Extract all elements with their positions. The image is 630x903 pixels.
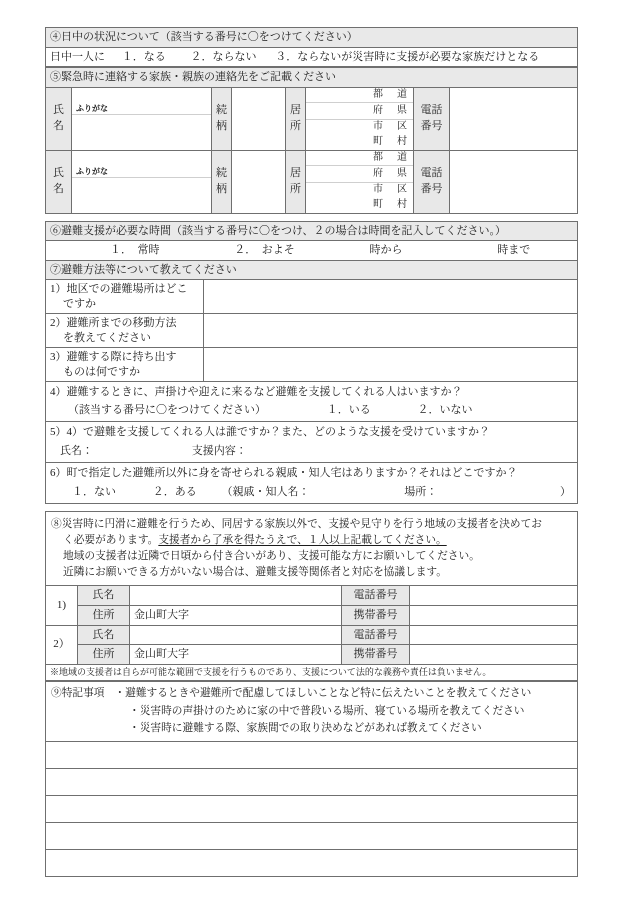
address-prefecture-row[interactable] [306, 88, 413, 104]
block-gap [45, 504, 578, 511]
phone-label-char-1: 電話 [420, 166, 443, 179]
name-field-cell [72, 150, 212, 213]
q5-name-label: 氏名： [60, 444, 93, 457]
section-6-heading: ⑥避難支援が必要な時間（該当する番号に〇をつけ、２の場合は時間を記入してください。） [46, 221, 578, 241]
section-7-q2-answer[interactable] [204, 314, 578, 348]
section-9-blank-input[interactable] [46, 796, 578, 823]
section-9-first-line [51, 685, 572, 702]
section-4-table [45, 27, 578, 67]
supporter-address-label: 住所 [78, 645, 130, 665]
q4-option-2[interactable]: ２．いない [417, 403, 473, 416]
section-7-q3-answer[interactable] [204, 348, 578, 382]
supporter-tel-input[interactable] [409, 586, 577, 606]
section-4-option-3[interactable]: ３．ならないが災害時に支援が必要な家族だけとなる [275, 50, 540, 63]
section-4-option-2[interactable]: ２．ならない [190, 50, 257, 63]
phone-label-char-2: 番号 [420, 119, 443, 132]
address-city-row[interactable] [306, 119, 413, 135]
section-8-line-2a: く必要があります。 [63, 534, 159, 547]
section-7-q1-label [46, 280, 204, 314]
q4-option-1[interactable]: １．いる [326, 403, 371, 416]
relation-label [212, 87, 232, 150]
supporter-address-prefix: 金山町大字 [134, 648, 189, 661]
section-8-paragraph [46, 512, 578, 586]
section-5-heading-row [46, 68, 578, 88]
supporter-name-input[interactable] [130, 625, 342, 645]
phone-label-char-2: 番号 [420, 182, 443, 195]
phone-input[interactable] [450, 87, 578, 150]
furigana-label: ふりがな [72, 103, 211, 115]
section-9-heading [46, 682, 578, 742]
section-6-options-row [46, 241, 578, 261]
relation-label-char-2: 柄 [216, 182, 227, 195]
supporter-index: 1) [46, 586, 78, 625]
section-9-bullet-1: ・避難するときや避難所で配慮してほしいことなど特に伝えたいことを教えてください [114, 687, 532, 700]
section-4-options [46, 47, 578, 67]
section-4-option-1[interactable]: １．なる [121, 50, 166, 63]
section-9-blank-row [46, 742, 578, 769]
phone-label-char-1: 電話 [420, 103, 443, 116]
q6-option-1[interactable]: １．ない [72, 485, 116, 498]
section-8-note: ※地域の支援者は自らが可能な範囲で支援を行うものであり、支援について法的な義務や責任は負いません。 [46, 664, 578, 681]
prefecture-label-2: 府 県 [373, 105, 409, 117]
q4-line-1: 4）避難するときに、声掛けや迎えに来るなど避難を支援してくれる人はいますか？ [50, 386, 463, 399]
section-7-q5 [46, 422, 578, 463]
section-9-blank-row [46, 769, 578, 796]
residence-label-char-1: 居 [290, 166, 301, 179]
section-6-7-table [45, 221, 578, 505]
relation-label-char-1: 続 [216, 103, 227, 116]
address-city-row[interactable] [306, 182, 413, 198]
prefecture-label-1: 都 道 [373, 152, 409, 164]
relation-label-char-1: 続 [216, 166, 227, 179]
phone-label [414, 87, 450, 150]
address-prefecture-row[interactable] [306, 151, 413, 167]
supporter-index: 2） [46, 625, 78, 664]
section-6-option-2[interactable]: ２． およそ [234, 244, 295, 257]
section-7-q6-row [46, 463, 578, 504]
name-label-char-1: 氏 [53, 166, 64, 179]
section-9-bullet-3: ・災害時に避難する際、家族間での取り決めなどがあれば教えてください [129, 722, 482, 735]
q5-line-1: 5）4）で避難を支援してくれる人は誰ですか？また、どのような支援を受けていますか？ [50, 426, 490, 439]
q4-line-2 [50, 400, 573, 418]
supporter-row [46, 645, 578, 665]
section-9-blank-input[interactable] [46, 850, 578, 877]
supporter-name-input[interactable] [130, 586, 342, 606]
section-8-note-row [46, 664, 578, 681]
section-8-table [45, 511, 578, 681]
section-5-table [45, 67, 578, 214]
section-9-blank-input[interactable] [46, 823, 578, 850]
section-9-blank-row [46, 796, 578, 823]
supporter-row [46, 625, 578, 645]
furigana-label: ふりがな [72, 166, 211, 178]
supporter-name-label: 氏名 [78, 625, 130, 645]
section-7-q4 [46, 382, 578, 422]
name-label-char-2: 名 [53, 182, 64, 195]
section-9-blank-input[interactable] [46, 769, 578, 796]
city-label-1: 市 区 [373, 121, 409, 133]
contact-row [46, 150, 578, 213]
residence-label [286, 87, 306, 150]
section-6-options [46, 241, 578, 261]
residence-label-char-2: 所 [290, 182, 301, 195]
q6-option-2[interactable]: ２．ある [152, 485, 197, 498]
section-6-heading-row [46, 221, 578, 241]
supporter-address-prefix: 金山町大字 [134, 608, 189, 621]
q5-line-2 [50, 440, 573, 459]
address-city-row-2[interactable] [306, 134, 413, 150]
q6-line-2 [50, 481, 573, 500]
name-input[interactable] [72, 115, 211, 134]
name-label-char-1: 氏 [53, 103, 64, 116]
section-6-time-from[interactable]: 時から [369, 244, 403, 257]
supporter-row [46, 586, 578, 606]
section-4-heading: ④日中の状況について（該当する番号に〇をつけてください） [46, 28, 578, 48]
relation-label-char-2: 柄 [216, 119, 227, 132]
section-7-q2-row [46, 314, 578, 348]
address-city-row-2[interactable] [306, 197, 413, 213]
section-9-label: ⑨特記事項 [51, 687, 105, 700]
section-9-table [45, 681, 578, 877]
residence-label-char-2: 所 [290, 119, 301, 132]
section-8-line-3: 地域の支援者は近隣で日頃から付き合いがあり、支援可能な方にお願いしてください。 [63, 550, 480, 563]
section-4-options-row [46, 47, 578, 67]
section-9-blank-row [46, 823, 578, 850]
section-4-heading-row [46, 28, 578, 48]
address-prefecture-row-2[interactable] [306, 166, 413, 182]
address-field-cell [306, 150, 414, 213]
city-label-1: 市 区 [373, 184, 409, 196]
section-7-q3-row [46, 348, 578, 382]
section-9-bullet-2: ・災害時の声掛けのために家の中で普段いる場所、寝ている場所を教えてください [129, 704, 525, 717]
q6-line-1: 6）町で指定した避難所以外に身を寄せられる親戚・知人宅はありますか？それはどこですか？ [50, 467, 518, 480]
section-7-q4-row [46, 382, 578, 422]
section-7-q3-label [46, 348, 204, 382]
section-4-lead: 日中一人に [50, 50, 105, 63]
q3-line-1: 3）避難する際に持ち出す [50, 351, 177, 364]
section-7-q2-label [46, 314, 204, 348]
supporter-name-label: 氏名 [78, 586, 130, 606]
q5-support-label: 支援内容： [191, 444, 247, 457]
contact-row [46, 87, 578, 150]
supporter-row [46, 605, 578, 625]
supporter-address-input[interactable] [130, 645, 342, 665]
supporter-mobile-label: 携帯番号 [341, 645, 409, 665]
section-6-option-1[interactable]: １． 常時 [110, 244, 160, 257]
supporter-tel-input[interactable] [409, 625, 577, 645]
section-8-line-2-underlined: 支援者から了承を得たうえで、１人以上記載してください。 [158, 534, 447, 547]
supporter-tel-label: 電話番号 [341, 586, 409, 606]
relation-input[interactable] [232, 150, 286, 213]
section-7-q5-row [46, 422, 578, 463]
section-8-line-2 [51, 532, 572, 548]
residence-label-char-1: 居 [290, 103, 301, 116]
section-8-paragraph-row [46, 512, 578, 586]
address-prefecture-row-2[interactable] [306, 103, 413, 119]
q1-line-2: ですか [63, 297, 96, 310]
relation-label [212, 150, 232, 213]
section-5-heading: ⑤緊急時に連絡する家族・親族の連絡先をご記載ください [46, 68, 578, 88]
q2-line-2: を教えてください [63, 331, 151, 344]
section-7-heading: ⑦避難方法等について教えてください [46, 260, 578, 280]
name-label [46, 150, 72, 213]
name-field-cell [72, 87, 212, 150]
section-7-heading-row [46, 260, 578, 280]
section-7-q1-row [46, 280, 578, 314]
section-9-blank-input[interactable] [46, 742, 578, 769]
section-8-line-4: 近隣にお願いできる方がいない場合は、避難支援等関係者と対応を協議します。 [63, 566, 447, 579]
prefecture-label-2: 府 県 [373, 168, 409, 180]
supporter-tel-label: 電話番号 [341, 625, 409, 645]
q4-instruction: （該当する番号に〇をつけてください） [68, 403, 266, 416]
section-9-blank-row [46, 850, 578, 877]
name-input[interactable] [72, 178, 211, 197]
supporter-mobile-input[interactable] [409, 605, 577, 625]
q6-paren-close: ） [560, 485, 571, 498]
supporter-address-input[interactable] [130, 605, 342, 625]
residence-label [286, 150, 306, 213]
prefecture-label-1: 都 道 [373, 89, 409, 101]
supporter-mobile-label: 携帯番号 [341, 605, 409, 625]
name-label-char-2: 名 [53, 119, 64, 132]
block-gap [45, 214, 578, 221]
q2-line-1: 2）避難所までの移動方法 [50, 317, 177, 330]
section-8-line-1: ⑧災害時に円滑に避難を行うため、同居する家族以外で、支援や見守りを行う地域の支援者を決めてお [51, 518, 542, 531]
phone-label [414, 150, 450, 213]
section-7-q1-answer[interactable] [204, 280, 578, 314]
name-label [46, 87, 72, 150]
q6-relative-name-label: （親戚・知人名： [221, 485, 310, 498]
q6-place-label: 場所： [404, 485, 438, 498]
supporter-mobile-input[interactable] [409, 645, 577, 665]
supporter-address-label: 住所 [78, 605, 130, 625]
city-label-2: 町 村 [373, 136, 409, 148]
section-9-heading-row [46, 682, 578, 742]
city-label-2: 町 村 [373, 199, 409, 211]
phone-input[interactable] [450, 150, 578, 213]
relation-input[interactable] [232, 87, 286, 150]
address-field-cell [306, 87, 414, 150]
q3-line-2: ものは何ですか [63, 365, 140, 378]
section-7-q6 [46, 463, 578, 504]
section-6-time-to[interactable]: 時まで [497, 244, 531, 257]
q1-line-1: 1）地区での避難場所はどこ [50, 283, 188, 296]
